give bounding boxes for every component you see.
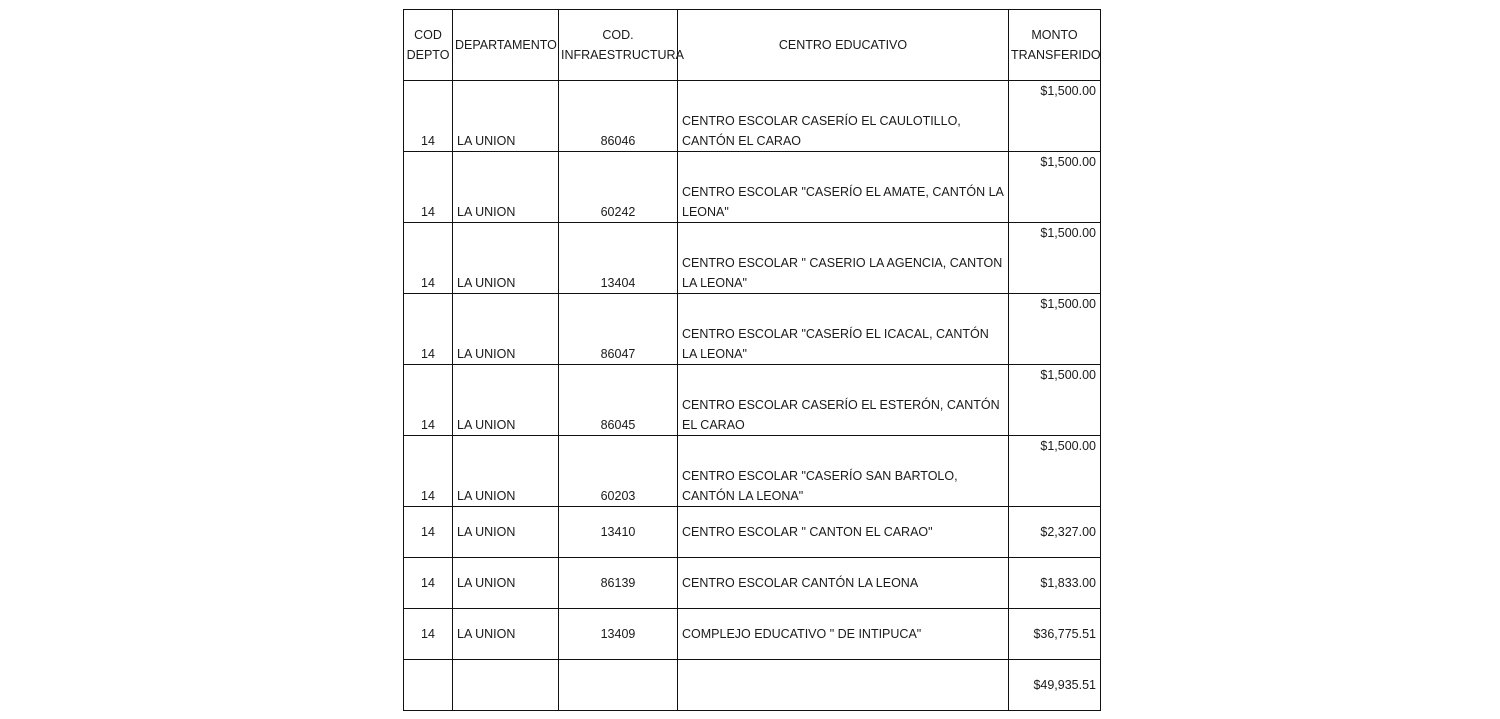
table-row <box>404 152 1101 223</box>
cell-cod-depto: 14 <box>404 609 453 660</box>
cell-monto: $1,500.00 <box>1009 152 1101 223</box>
cell-cod-depto: 14 <box>404 223 453 294</box>
cell-departamento: LA UNION <box>453 436 559 507</box>
table-row <box>404 223 1101 294</box>
total-empty-cell <box>678 660 1009 711</box>
cell-cod-infra: 60203 <box>559 436 678 507</box>
cell-monto: $1,833.00 <box>1009 558 1101 609</box>
cell-monto: $2,327.00 <box>1009 507 1101 558</box>
header-monto-line2: TRANSFERIDO <box>1011 48 1101 62</box>
table-row <box>404 294 1101 365</box>
cell-monto: $1,500.00 <box>1009 294 1101 365</box>
cell-cod-depto: 14 <box>404 507 453 558</box>
cell-monto: $1,500.00 <box>1009 436 1101 507</box>
cell-cod-infra: 86047 <box>559 294 678 365</box>
cell-centro: CENTRO ESCOLAR "CASERÍO EL AMATE, CANTÓN LA LEONA" <box>678 152 1009 223</box>
cell-departamento: LA UNION <box>453 609 559 660</box>
cell-centro: CENTRO ESCOLAR " CANTON EL CARAO" <box>678 507 1009 558</box>
header-cod-depto-line2: DEPTO <box>406 48 450 62</box>
cell-cod-infra: 13404 <box>559 223 678 294</box>
cell-centro: CENTRO ESCOLAR "CASERÍO SAN BARTOLO, CANTÓN LA LEONA" <box>678 436 1009 507</box>
header-cod-infra-line1: COD. <box>602 28 634 42</box>
cell-cod-depto: 14 <box>404 436 453 507</box>
cell-cod-depto: 14 <box>404 365 453 436</box>
cell-monto: $1,500.00 <box>1009 81 1101 152</box>
cell-departamento: LA UNION <box>453 365 559 436</box>
table-row <box>404 81 1101 152</box>
cell-monto: $36,775.51 <box>1009 609 1101 660</box>
total-empty-cell <box>453 660 559 711</box>
cell-cod-infra: 86046 <box>559 81 678 152</box>
cell-departamento: LA UNION <box>453 558 559 609</box>
cell-centro: CENTRO ESCOLAR "CASERÍO EL ICACAL, CANTÓN LA LEONA" <box>678 294 1009 365</box>
header-cod-infra-line2: INFRAESTRUCTURA <box>561 48 684 62</box>
cell-cod-depto: 14 <box>404 81 453 152</box>
table-header-row <box>404 10 1101 81</box>
cell-monto: $1,500.00 <box>1009 365 1101 436</box>
cell-departamento: LA UNION <box>453 81 559 152</box>
cell-cod-depto: 14 <box>404 152 453 223</box>
table-row <box>404 365 1101 436</box>
cell-departamento: LA UNION <box>453 223 559 294</box>
total-empty-cell <box>559 660 678 711</box>
cell-cod-infra: 13410 <box>559 507 678 558</box>
cell-centro: CENTRO ESCOLAR " CASERIO LA AGENCIA, CANTON LA LEONA" <box>678 223 1009 294</box>
cell-departamento: LA UNION <box>453 294 559 365</box>
header-monto-line1: MONTO <box>1031 28 1078 42</box>
cell-departamento: LA UNION <box>453 507 559 558</box>
cell-cod-infra: 86045 <box>559 365 678 436</box>
cell-departamento: LA UNION <box>453 152 559 223</box>
cell-centro: CENTRO ESCOLAR CASERÍO EL ESTERÓN, CANTÓN EL CARAO <box>678 365 1009 436</box>
table-row <box>404 609 1101 660</box>
total-monto: $49,935.51 <box>1009 660 1101 711</box>
cell-monto: $1,500.00 <box>1009 223 1101 294</box>
header-cod-infra <box>559 10 684 81</box>
header-cod-depto <box>404 10 453 81</box>
header-monto <box>1009 10 1101 81</box>
header-departamento: DEPARTAMENTO <box>453 10 559 81</box>
total-empty-cell <box>404 660 453 711</box>
cell-cod-depto: 14 <box>404 558 453 609</box>
header-cod-depto-line1: COD <box>414 28 442 42</box>
cell-cod-infra: 86139 <box>559 558 678 609</box>
table-row <box>404 436 1101 507</box>
total-row <box>404 660 1101 711</box>
cell-centro: CENTRO ESCOLAR CANTÓN LA LEONA <box>678 558 1009 609</box>
cell-cod-infra: 60242 <box>559 152 678 223</box>
header-centro: CENTRO EDUCATIVO <box>678 10 1009 81</box>
table-row <box>404 507 1101 558</box>
transfer-table <box>403 9 1101 711</box>
cell-centro: CENTRO ESCOLAR CASERÍO EL CAULOTILLO, CANTÓN EL CARAO <box>678 81 1009 152</box>
cell-centro: COMPLEJO EDUCATIVO " DE INTIPUCA" <box>678 609 1009 660</box>
cell-cod-depto: 14 <box>404 294 453 365</box>
cell-cod-infra: 13409 <box>559 609 678 660</box>
table-row <box>404 558 1101 609</box>
